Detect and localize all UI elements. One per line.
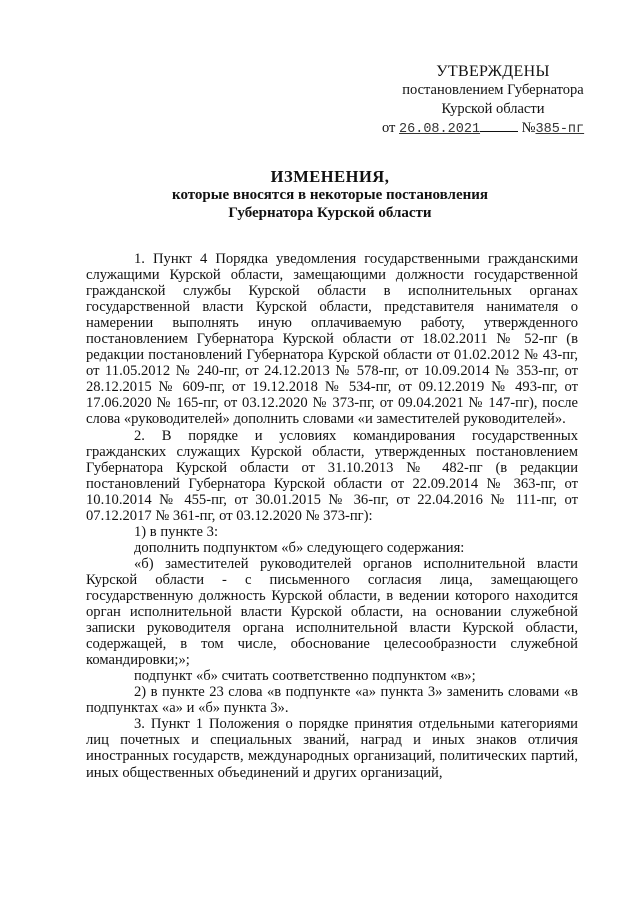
title-main: ИЗМЕНЕНИЯ, bbox=[270, 167, 390, 186]
approval-line-2: Курской области bbox=[441, 101, 545, 117]
title-line-2: которые вносятся в некоторые постановления bbox=[172, 187, 488, 203]
paragraph: «б) заместителей руководителей органов исполнительной власти Курской области - с письменного согласия лица, замещающего государственную должность Курской области, в ведении которого находится орган исполнительной власти Курской области, на основании служебной записки руководителя органа исполнительной власти Курской области, содержащей, в том числе, обоснование целесообразности служебной командировки;»; bbox=[86, 555, 578, 669]
approval-number: 385-пг bbox=[535, 122, 585, 137]
paragraph: 2. В порядке и условиях командирования государственных гражданских служащих Курской области, утвержденных постановлением Губернатора Курской области от 31.10.2013 № 482-пг (в редакции постановлений Губернатора Курской области от 22.09.2014 № 363-пг, от 10.10.2014 № 455-пг, от 30.01.2015 № 36-пг, от 22.04.2016 № 111-пг, от 07.12.2017 № 361-пг, от 03.12.2020 № 373-пг): bbox=[86, 427, 578, 524]
approval-date: 26.08.2021 bbox=[399, 122, 481, 137]
paragraph: 3. Пункт 1 Положения о порядке принятия отдельными категориями лиц почетных и специальных званий, наград и иных знаков отличия иностранных государств, международных организаций, политических партий, иных общественных объединений и других организаций, bbox=[86, 716, 578, 781]
approval-line-1: постановлением Губернатора bbox=[402, 82, 584, 98]
approval-heading: УТВЕРЖДЕНЫ bbox=[436, 63, 550, 80]
paragraph: дополнить подпунктом «б» следующего содержания: bbox=[134, 539, 465, 556]
date-underline bbox=[480, 119, 518, 132]
document-title bbox=[80, 168, 580, 222]
date-prefix: от bbox=[382, 120, 396, 136]
paragraph: 2) в пункте 23 слова «в подпункте «а» пункта 3» заменить словами «в подпунктах «а» и «б» пункта 3». bbox=[86, 684, 578, 717]
approval-stamp bbox=[378, 62, 608, 139]
number-prefix: № bbox=[521, 120, 536, 136]
paragraph: 1. Пункт 4 Порядка уведомления государственными гражданскими служащими Курской области, замещающими должности государственной гражданской службы Курской области в исполнительных органах государственной власти Курской области, представителя нанимателя о намерении выполнять иную оплачиваемую работу, утвержденного постановлением Губернатора Курской области от 18.02.2011 № 52-пг (в редакции постановлений Губернатора Курской области от 01.02.2012 № 43-пг, от 11.05.2012 № 240-пг, от 24.12.2013 № 578-пг, от 10.09.2014 № 353-пг, от 28.12.2015 № 609-пг, от 19.12.2018 № 534-пг, от 09.12.2019 № 493-пг, от 17.06.2020 № 165-пг, от 03.12.2020 № 373-пг, от 09.04.2021 № 147-пг), после слова «руководителей» дополнить словами «и заместителей руководителей». bbox=[86, 251, 578, 428]
paragraph: 1) в пункте 3: bbox=[134, 523, 219, 540]
approval-date-line bbox=[378, 119, 608, 139]
paragraph: подпункт «б» считать соответственно подпунктом «в»; bbox=[134, 668, 476, 685]
document-body bbox=[86, 251, 578, 781]
title-line-3: Губернатора Курской области bbox=[228, 205, 432, 221]
